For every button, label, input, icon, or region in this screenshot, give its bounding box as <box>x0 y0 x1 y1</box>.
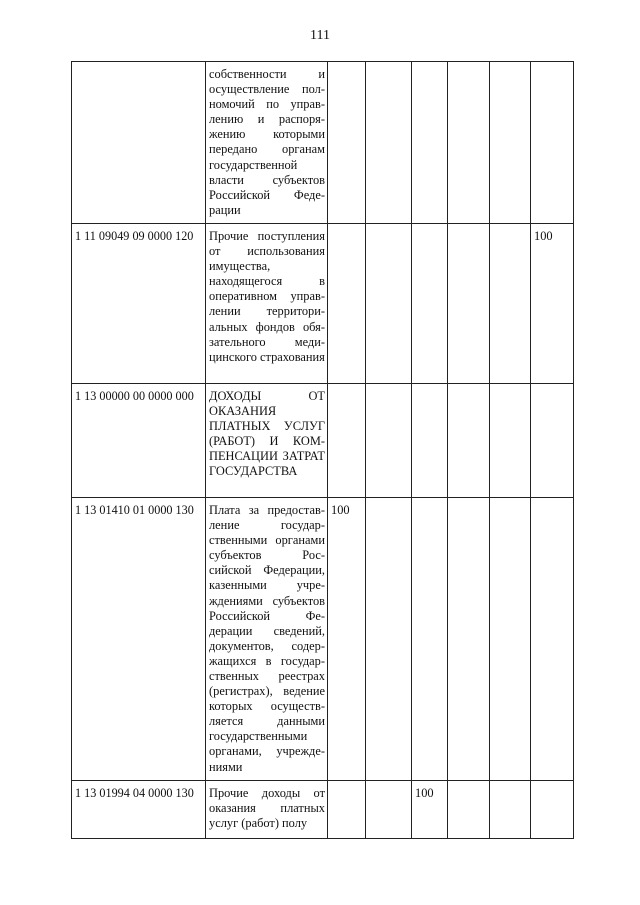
value-cell <box>412 383 448 497</box>
value-cell <box>328 62 366 224</box>
kbk-code-cell: 1 11 09049 09 0000 120 <box>72 223 206 383</box>
value-cell <box>366 383 412 497</box>
revenue-classification-table <box>71 61 574 839</box>
table-row <box>72 223 574 383</box>
table-row <box>72 383 574 497</box>
value-cell: 100 <box>412 780 448 838</box>
value-cell <box>490 383 531 497</box>
value-cell: 100 <box>531 223 574 383</box>
table-row <box>72 780 574 838</box>
value-cell <box>366 780 412 838</box>
value-cell <box>412 62 448 224</box>
value-cell <box>412 497 448 780</box>
page-number: 111 <box>310 28 330 43</box>
value-cell <box>328 780 366 838</box>
table-body <box>72 62 574 839</box>
value-cell <box>490 497 531 780</box>
value-cell <box>490 223 531 383</box>
value-cell <box>366 62 412 224</box>
value-cell <box>328 383 366 497</box>
value-cell <box>448 780 490 838</box>
kbk-code-cell <box>72 62 206 224</box>
kbk-code-cell: 1 13 01994 04 0000 130 <box>72 780 206 838</box>
value-cell <box>448 223 490 383</box>
value-cell <box>328 223 366 383</box>
value-cell <box>531 383 574 497</box>
value-cell <box>366 223 412 383</box>
table-row <box>72 497 574 780</box>
table-row <box>72 62 574 224</box>
value-cell <box>448 497 490 780</box>
revenue-name-cell: ДОХОДЫ ОТ ОКАЗАНИЯ ПЛАТНЫХ УСЛУГ (РАБОТ) И КОМПЕНСАЦИИ ЗАТРАТ ГОСУДАРСТВА <box>206 383 328 497</box>
value-cell: 100 <box>328 497 366 780</box>
value-cell <box>531 497 574 780</box>
value-cell <box>412 223 448 383</box>
revenue-name-cell: Плата за предоставление государственными органами субъектов Российской Федерации, казенными учреждениями субъектов Российской Федерации сведений, документов, содержащихся в государственных реестрах (регистрах), ведение которых осуществляется данными государственными органами, учреждениями <box>206 497 328 780</box>
revenue-name-cell: Прочие доходы от оказания платных услуг (работ) полу <box>206 780 328 838</box>
value-cell <box>531 62 574 224</box>
value-cell <box>531 780 574 838</box>
kbk-code-cell: 1 13 01410 01 0000 130 <box>72 497 206 780</box>
value-cell <box>448 383 490 497</box>
kbk-code-cell: 1 13 00000 00 0000 000 <box>72 383 206 497</box>
value-cell <box>490 62 531 224</box>
value-cell <box>366 497 412 780</box>
value-cell <box>448 62 490 224</box>
revenue-name-cell: собственности и осуществление полномочий по управлению и распоряжению которыми передано органам государственной власти субъектов Российской Федерации <box>206 62 328 224</box>
value-cell <box>490 780 531 838</box>
revenue-name-cell: Прочие поступления от использования имущества, находящегося в оперативном управлении территориальных фондов обязательного медицинского страхования <box>206 223 328 383</box>
